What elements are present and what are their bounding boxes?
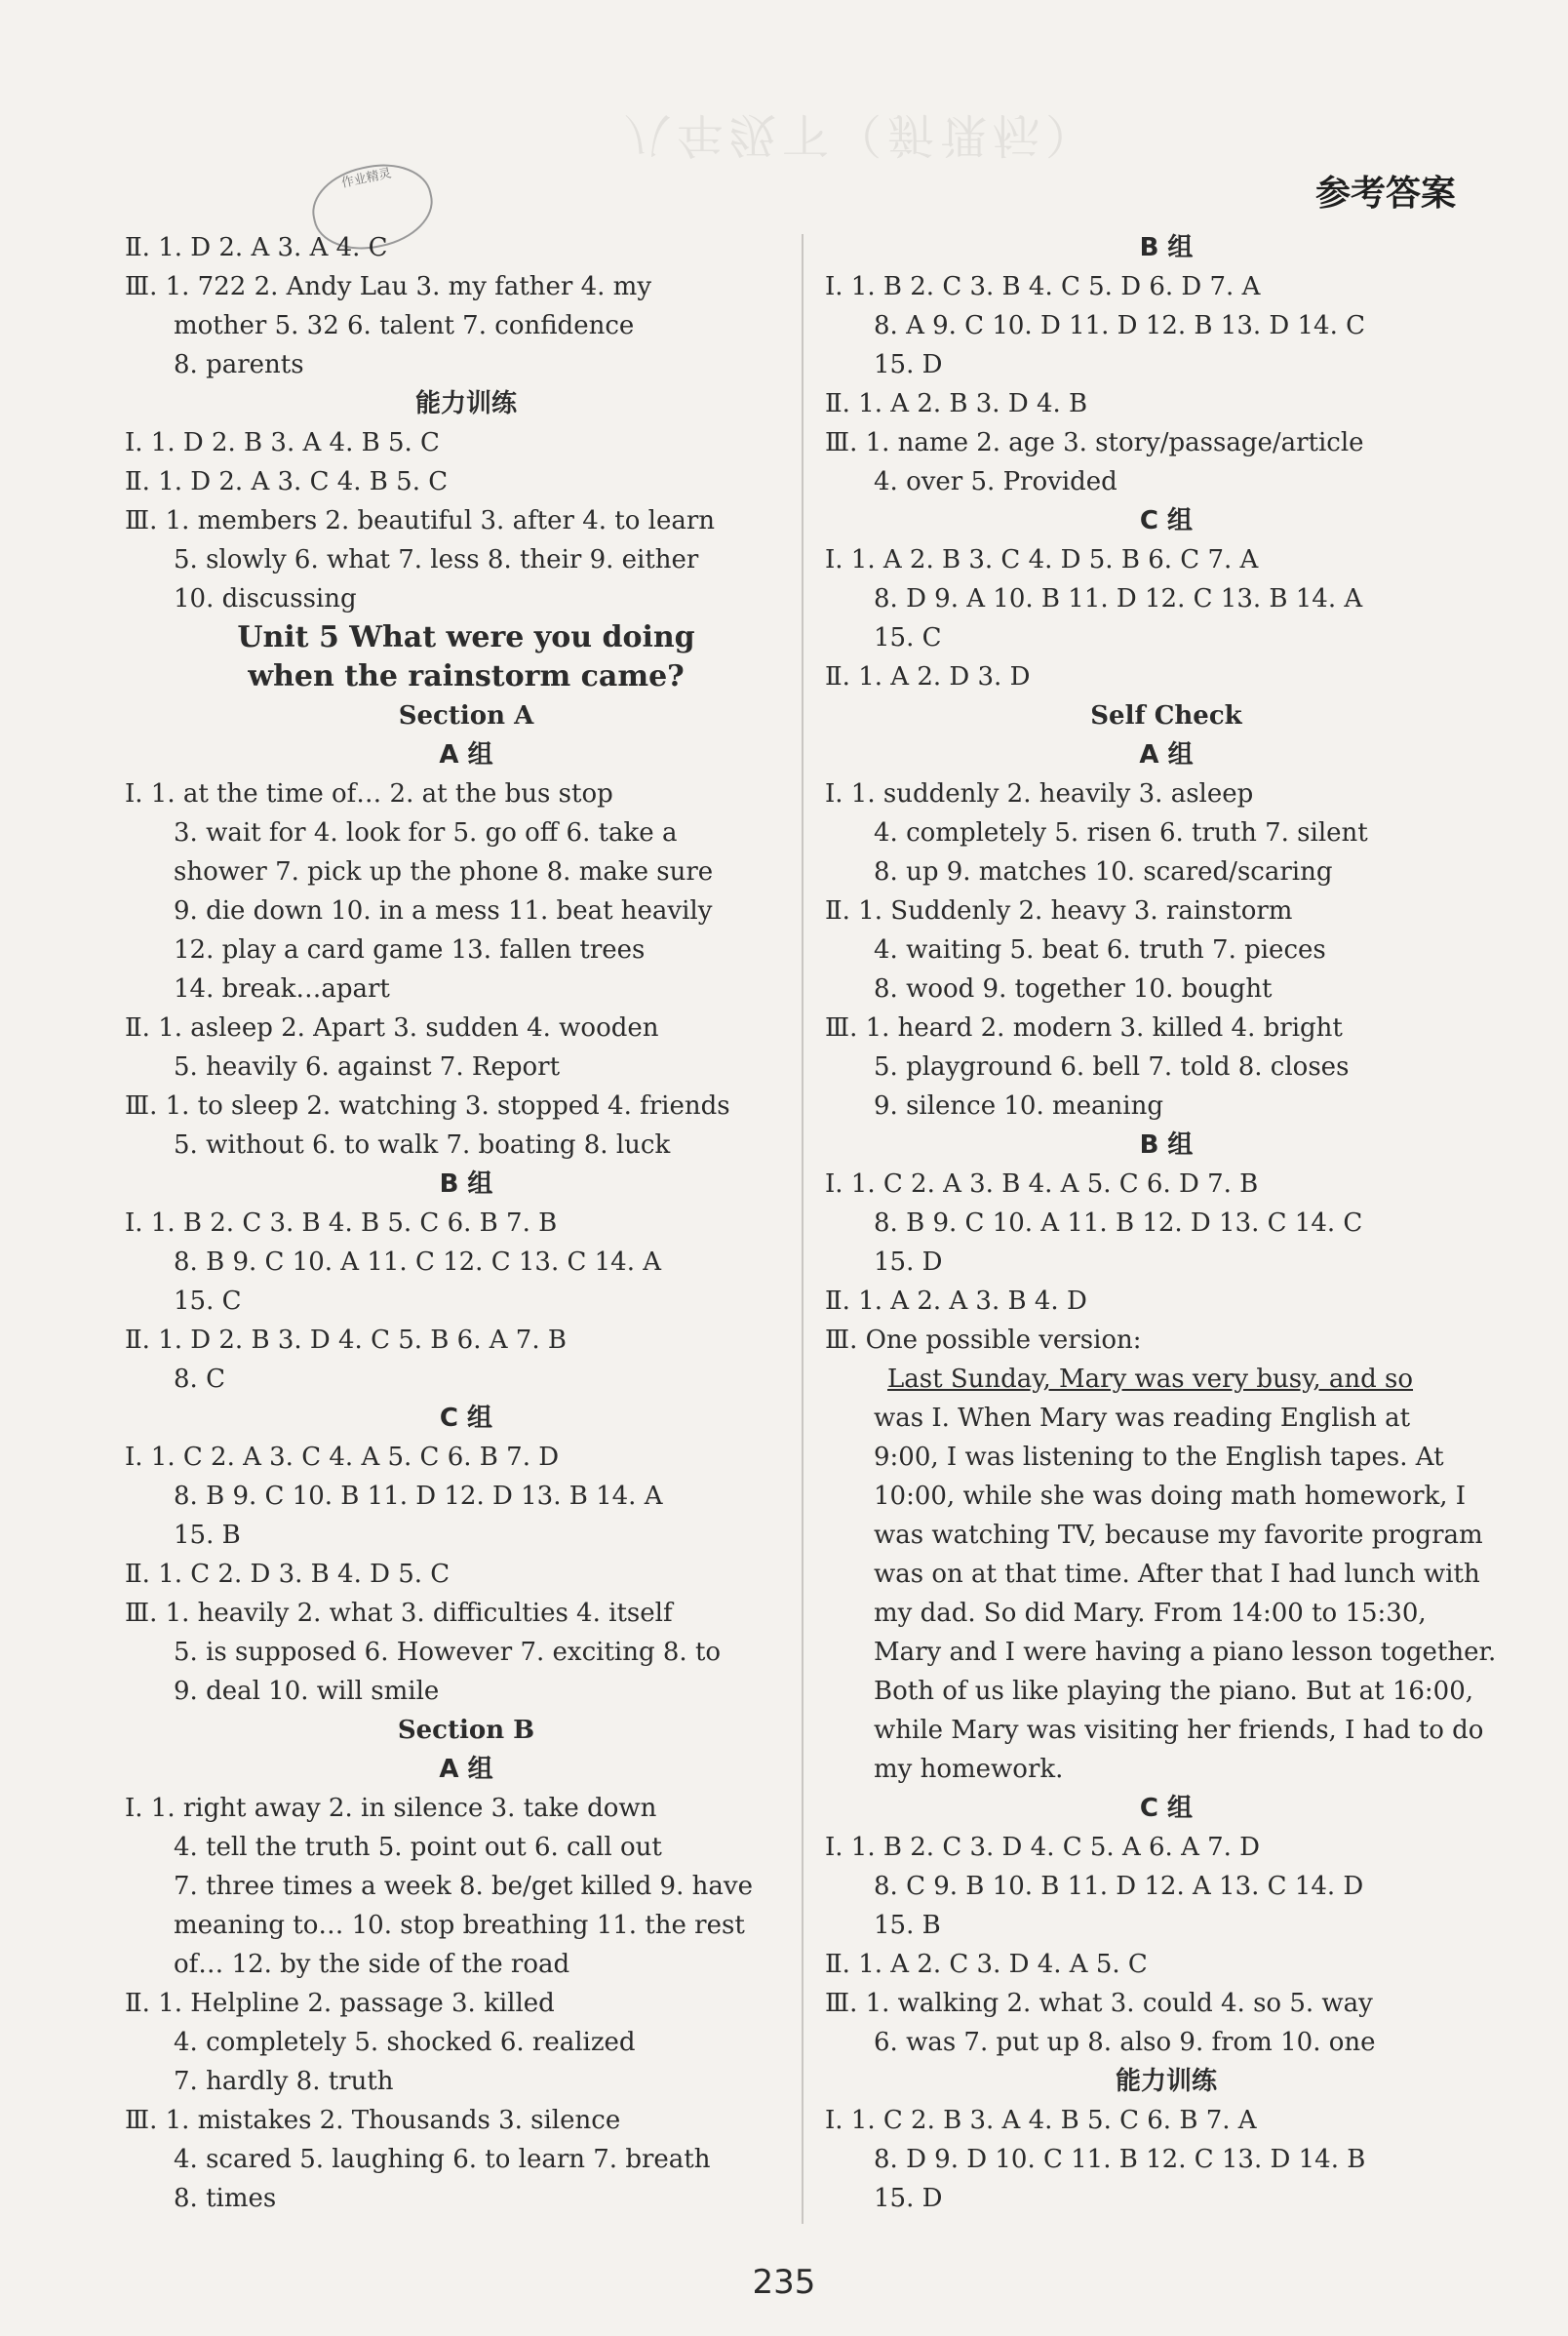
answer-line: C 组: [1139, 1794, 1194, 1823]
answer-line: Ⅱ. 1. D 2. A 3. A 4. C: [125, 233, 388, 262]
answer-line: 8. B 9. C 10. B 11. D 12. D 13. B 14. A: [174, 1482, 663, 1511]
answer-line: shower 7. pick up the phone 8. make sure: [174, 857, 714, 887]
answer-line: of… 12. by the side of the road: [174, 1950, 570, 1979]
answer-line: 8. D 9. D 10. C 11. B 12. C 13. D 14. B: [874, 2145, 1366, 2174]
answer-line: Section A: [398, 701, 534, 731]
answer-line: Self Check: [1090, 701, 1242, 731]
answer-line: Ⅲ. One possible version:: [825, 1326, 1142, 1355]
answer-line: A 组: [439, 740, 493, 770]
answer-line: Ⅲ. 1. to sleep 2. watching 3. stopped 4. friends: [125, 1091, 730, 1121]
answer-line: 15. B: [174, 1521, 241, 1550]
answer-line: A 组: [1139, 740, 1194, 770]
answer-line: 8. C 9. B 10. B 11. D 12. A 13. C 14. D: [874, 1872, 1364, 1901]
answer-line: 12. play a card game 13. fallen trees: [174, 935, 646, 965]
answer-line: 4. over 5. Provided: [874, 467, 1117, 496]
answer-line: Ⅱ. 1. C 2. D 3. B 4. D 5. C: [125, 1560, 451, 1589]
answer-line: Ⅰ. 1. B 2. C 3. D 4. C 5. A 6. A 7. D: [825, 1833, 1261, 1862]
stamp-logo: 作业精灵: [305, 154, 441, 259]
left-column: [125, 228, 807, 2218]
answer-line: Ⅲ. 1. mistakes 2. Thousands 3. silence: [125, 2106, 621, 2135]
answer-line: Ⅲ. 1. walking 2. what 3. could 4. so 5. way: [825, 1989, 1373, 2018]
answer-line: 10. discussing: [174, 584, 357, 614]
answer-line: 10:00, while she was doing math homework, I: [874, 1482, 1467, 1511]
answer-line: 能力训练: [414, 389, 517, 418]
answer-line: while Mary was visiting her friends, I had to do: [874, 1716, 1484, 1745]
answer-line: 能力训练: [1115, 2067, 1217, 2096]
answer-line: 6. was 7. put up 8. also 9. from 10. one: [874, 2028, 1376, 2057]
answer-line: Ⅱ. 1. A 2. B 3. D 4. B: [825, 389, 1088, 418]
answer-line: Ⅲ. 1. heard 2. modern 3. killed 4. bright: [825, 1013, 1343, 1043]
answer-line: meaning to… 10. stop breathing 11. the rest: [174, 1911, 745, 1940]
answer-line: my homework.: [874, 1755, 1064, 1784]
answer-line: Ⅲ. 1. name 2. age 3. story/passage/article: [825, 428, 1364, 457]
answer-line: Ⅲ. 1. members 2. beautiful 3. after 4. to learn: [125, 506, 716, 535]
answer-line: Ⅱ. 1. Helpline 2. passage 3. killed: [125, 1989, 555, 2018]
answer-line: 8. A 9. C 10. D 11. D 12. B 13. D 14. C: [874, 311, 1366, 340]
answer-line: 4. completely 5. shocked 6. realized: [174, 2028, 636, 2057]
answer-line: 9. deal 10. will smile: [174, 1677, 440, 1706]
answer-line: 14. break…apart: [174, 974, 390, 1004]
answer-line: 15. D: [874, 350, 943, 379]
answer-line: 8. wood 9. together 10. bought: [874, 974, 1273, 1004]
answer-line: 4. waiting 5. beat 6. truth 7. pieces: [874, 935, 1326, 965]
answer-line: Ⅰ. 1. D 2. B 3. A 4. B 5. C: [125, 428, 440, 457]
answer-line: Ⅰ. 1. C 2. A 3. C 4. A 5. C 6. B 7. D: [125, 1443, 560, 1472]
answer-line: 5. playground 6. bell 7. told 8. closes: [874, 1052, 1350, 1082]
answer-line: Ⅱ. 1. D 2. A 3. C 4. B 5. C: [125, 467, 449, 496]
answer-line: 8. parents: [174, 350, 304, 379]
answer-line: 4. tell the truth 5. point out 6. call out: [174, 1833, 662, 1862]
answer-line: 8. up 9. matches 10. scared/scaring: [874, 857, 1333, 887]
answer-line: 3. wait for 4. look for 5. go off 6. take a: [174, 818, 678, 848]
answer-line: B 组: [1139, 233, 1194, 262]
answer-line: 8. D 9. A 10. B 11. D 12. C 13. B 14. A: [874, 584, 1363, 614]
answer-line: was watching TV, because my favorite program: [874, 1521, 1483, 1550]
answer-line: 9. die down 10. in a mess 11. beat heavily: [174, 896, 713, 926]
answer-line: Ⅰ. 1. suddenly 2. heavily 3. asleep: [825, 779, 1254, 809]
answer-line: was on at that time. After that I had lunch with: [874, 1560, 1480, 1589]
answer-line: Ⅰ. 1. C 2. B 3. A 4. B 5. C 6. B 7. A: [825, 2106, 1257, 2135]
answer-line: 7. three times a week 8. be/get killed 9. have: [174, 1872, 753, 1901]
answer-line: mother 5. 32 6. talent 7. confidence: [174, 311, 635, 340]
answer-line: 5. without 6. to walk 7. boating 8. luck: [174, 1130, 671, 1160]
answer-line: 5. slowly 6. what 7. less 8. their 9. either: [174, 545, 699, 574]
answer-line: 5. heavily 6. against 7. Report: [174, 1052, 561, 1082]
answer-line: 8. B 9. C 10. A 11. C 12. C 13. C 14. A: [174, 1247, 662, 1277]
answer-line: Ⅰ. 1. A 2. B 3. C 4. D 5. B 6. C 7. A: [825, 545, 1259, 574]
answer-line: 8. times: [174, 2184, 277, 2213]
answer-line: Ⅰ. 1. at the time of… 2. at the bus stop: [125, 779, 613, 809]
answer-line: was I. When Mary was reading English at: [874, 1404, 1411, 1433]
answer-line: Ⅱ. 1. asleep 2. Apart 3. sudden 4. wooden: [125, 1013, 659, 1043]
answer-line: Ⅲ. 1. 722 2. Andy Lau 3. my father 4. my: [125, 272, 652, 301]
answer-line: 8. B 9. C 10. A 11. B 12. D 13. C 14. C: [874, 1208, 1363, 1238]
answer-line: 8. C: [174, 1365, 225, 1394]
answer-line: Ⅰ. 1. B 2. C 3. B 4. B 5. C 6. B 7. B: [125, 1208, 558, 1238]
answer-line: 7. hardly 8. truth: [174, 2067, 394, 2096]
answer-line: Both of us like playing the piano. But at 16:00,: [874, 1677, 1474, 1706]
answer-line: Ⅰ. 1. B 2. C 3. B 4. C 5. D 6. D 7. A: [825, 272, 1261, 301]
answer-line: Ⅱ. 1. A 2. D 3. D: [825, 662, 1031, 692]
answer-line: Ⅱ. 1. Suddenly 2. heavy 3. rainstorm: [825, 896, 1293, 926]
answer-line: 5. is supposed 6. However 7. exciting 8. to: [174, 1638, 722, 1667]
answer-line: 15. D: [874, 1247, 943, 1277]
answer-line: 15. B: [874, 1911, 941, 1940]
answer-line: B 组: [439, 1169, 493, 1199]
answer-line: 15. C: [874, 623, 942, 653]
answer-line: Ⅰ. 1. C 2. A 3. B 4. A 5. C 6. D 7. B: [825, 1169, 1259, 1199]
answer-line: Ⅱ. 1. A 2. C 3. D 4. A 5. C: [825, 1950, 1148, 1979]
answer-line: Mary and I were having a piano lesson together.: [874, 1638, 1497, 1667]
answer-line: 9:00, I was listening to the English tapes. At: [874, 1443, 1444, 1472]
answer-line: C 组: [439, 1404, 493, 1433]
answer-line: 4. scared 5. laughing 6. to learn 7. breath: [174, 2145, 711, 2174]
answer-line: 4. completely 5. risen 6. truth 7. silent: [874, 818, 1368, 848]
right-column: [825, 228, 1508, 2218]
answer-line: my dad. So did Mary. From 14:00 to 15:30,: [874, 1599, 1427, 1628]
answer-line: B 组: [1139, 1130, 1194, 1160]
answer-line: Ⅲ. 1. heavily 2. what 3. difficulties 4. itself: [125, 1599, 673, 1628]
answer-line: Last Sunday, Mary was very busy, and so: [887, 1365, 1414, 1394]
answer-line: Ⅱ. 1. A 2. A 3. B 4. D: [825, 1287, 1087, 1316]
answer-line: 15. C: [174, 1287, 242, 1316]
ghost-title: 八年级下（新课标）: [624, 107, 1099, 162]
page-number: 235: [752, 2263, 816, 2302]
answer-line: 15. D: [874, 2184, 943, 2213]
answer-line: when the rainstorm came?: [248, 659, 685, 693]
page-title: 参考答案: [1314, 174, 1456, 214]
answer-line: Unit 5 What were you doing: [237, 620, 695, 654]
answer-line: A 组: [439, 1755, 493, 1784]
answer-line: Section B: [397, 1716, 535, 1745]
answer-line: Ⅰ. 1. right away 2. in silence 3. take down: [125, 1794, 657, 1823]
answer-line: Ⅱ. 1. D 2. B 3. D 4. C 5. B 6. A 7. B: [125, 1326, 567, 1355]
answer-line: C 组: [1139, 506, 1194, 535]
answer-line: 9. silence 10. meaning: [874, 1091, 1163, 1121]
